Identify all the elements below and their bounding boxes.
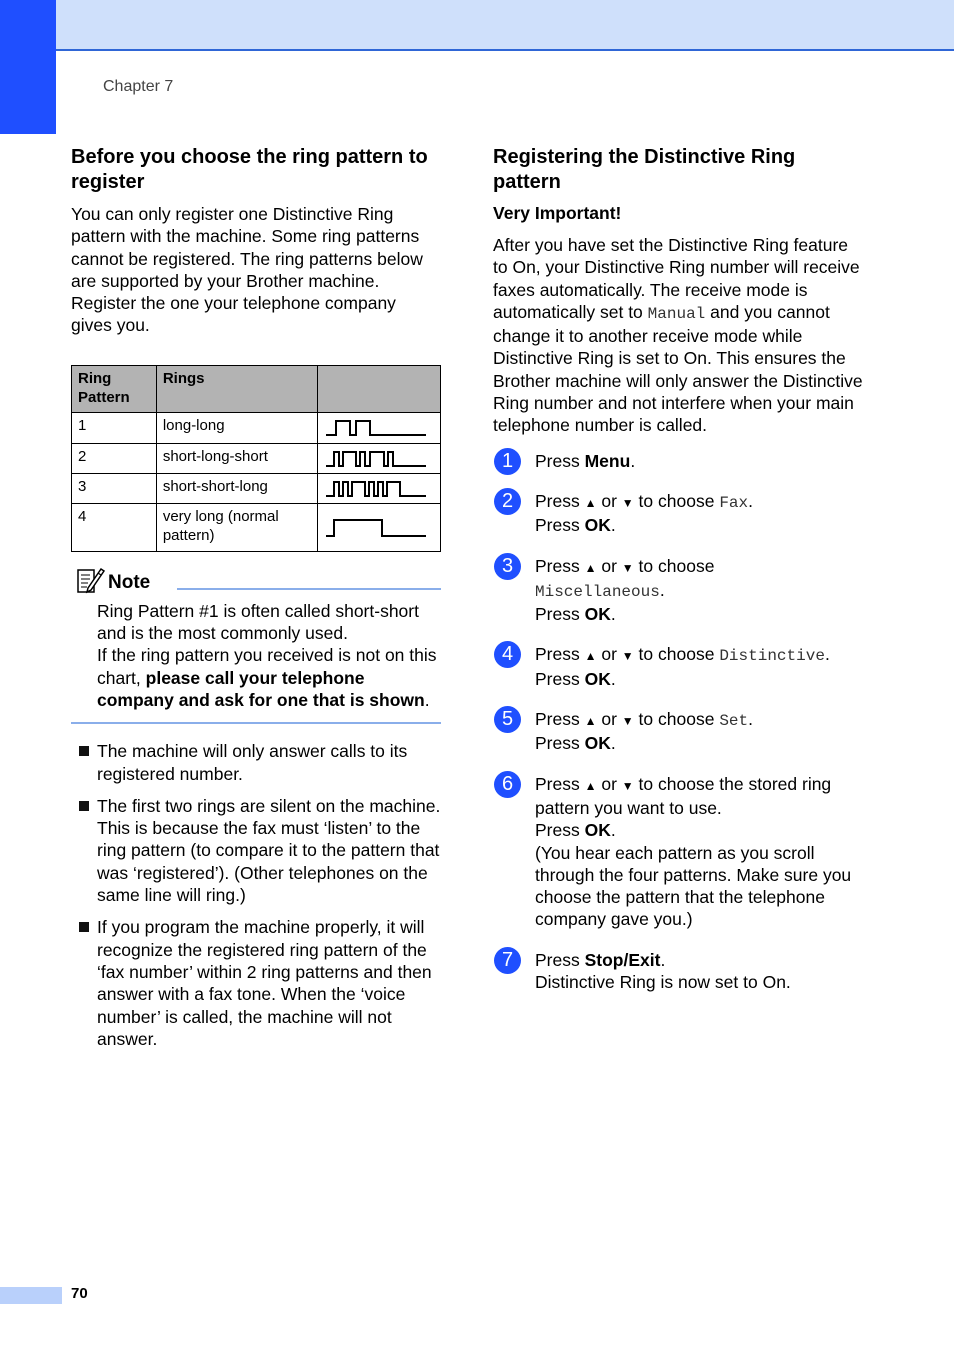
step-text: Press [535, 773, 585, 794]
step-text: . [748, 490, 753, 511]
step-number-badge: 2 [494, 488, 521, 515]
step-text: Press [535, 604, 585, 625]
step-text: Press [535, 733, 585, 754]
key-label: OK [584, 820, 611, 841]
pattern-number: 4 [72, 503, 157, 551]
step-text: . [610, 820, 616, 841]
step-text: or [596, 490, 622, 511]
step-text: Press [535, 709, 585, 730]
bullet-square-icon [79, 746, 89, 756]
step-detail: (You hear each pattern as you scroll through the four patterns. Make sure you choose the pattern that the telephone company gave you.) [535, 842, 852, 930]
menu-option: Set [719, 712, 749, 731]
note-text: . [424, 689, 430, 710]
note-line-2 [97, 644, 441, 711]
ring-signal-short-short-long [324, 478, 428, 498]
table-row [72, 443, 441, 473]
note-text: If the ring pattern you received is not on this chart, [97, 645, 437, 688]
note-bottom-rule [71, 722, 441, 724]
step-text: Press [535, 450, 585, 471]
step-text: Press [535, 555, 585, 576]
ring-signal-cell [318, 443, 441, 473]
list-item-text: If you program the machine properly, it will recognize the registered ring pattern of the ‘fax number’ within 2 ring patterns and then answer with a fax tone. When the ‘voice number’ is called, the machine will not answer. [97, 917, 432, 1049]
menu-option: Distinctive [719, 647, 825, 666]
step-text: . [610, 604, 616, 625]
step-number-badge: 3 [494, 553, 521, 580]
step-number-badge: 4 [494, 641, 521, 668]
important-label: Very Important! [493, 203, 622, 223]
step-text: Press [535, 949, 585, 970]
step-text: . [610, 733, 616, 754]
step-item [493, 450, 863, 472]
step-text: or [596, 555, 622, 576]
list-item-text: The machine will only answer calls to its registered number. [97, 741, 408, 784]
ring-signal-cell [318, 412, 441, 443]
down-arrow-icon: ▼ [621, 778, 634, 793]
step-item [493, 773, 863, 931]
step-item [493, 708, 863, 755]
step-detail: Distinctive Ring is now set to On. [535, 972, 791, 993]
note-header [71, 566, 441, 598]
up-arrow-icon: ▲ [584, 560, 597, 575]
list-item [71, 916, 441, 1050]
bullet-square-icon [79, 801, 89, 811]
table-row [72, 473, 441, 503]
key-label: OK [584, 604, 611, 625]
step-text: to choose [633, 709, 720, 730]
bullet-square-icon [79, 922, 89, 932]
step-text: . [610, 668, 616, 689]
step-item [493, 949, 863, 994]
up-arrow-icon: ▲ [584, 714, 597, 729]
step-item [493, 643, 863, 690]
paragraph-text: After you have set the Distinctive Ring feature to On, your Distinctive Ring number will receive faxes automatically. The receive mode is automatically set to [493, 235, 860, 322]
list-item-text: The first two rings are silent on the machine. This is because the fax must ‘listen’ to the ring pattern (to compare it to the pattern that was ‘registered’). (Other telephones on the same line will ring.) [97, 795, 441, 906]
table-header-row [72, 365, 441, 412]
pattern-number: 3 [72, 473, 157, 503]
step-text: Press [535, 668, 585, 689]
pattern-number: 1 [72, 412, 157, 443]
step-text: . [824, 644, 830, 665]
step-number-badge: 1 [494, 448, 521, 475]
footer-band [0, 1287, 62, 1304]
rings-description: short-short-long [156, 473, 317, 503]
down-arrow-icon: ▼ [621, 649, 634, 664]
menu-option: Miscellaneous [535, 582, 660, 601]
right-column [493, 145, 863, 1011]
important-paragraph [493, 234, 863, 437]
step-number-badge: 5 [494, 706, 521, 733]
rings-description: very long (normal pattern) [156, 503, 317, 551]
menu-option: Fax [719, 493, 749, 512]
down-arrow-icon: ▼ [621, 714, 634, 729]
left-heading: Before you choose the ring pattern to register [71, 146, 428, 193]
down-arrow-icon: ▼ [621, 560, 634, 575]
key-label: OK [584, 515, 611, 536]
step-text: or [596, 709, 622, 730]
key-label: Menu [584, 450, 631, 471]
step-text: Press [535, 644, 585, 665]
ring-pattern-table [71, 365, 441, 552]
paragraph-text: and you cannot change it to another receive mode while Distinctive Ring is set to On. This ensures the Brother machine will only answer the Distinctive Ring number and not interfere when your main telephone number is called. [493, 301, 863, 436]
ring-signal-very-long [324, 516, 428, 538]
page-number: 70 [71, 1285, 88, 1302]
table-row [72, 412, 441, 443]
mode-value: Manual [647, 304, 706, 323]
step-item [493, 490, 863, 537]
step-text: to choose the stored ring pattern you want to use. [535, 773, 832, 818]
step-text: . [659, 579, 665, 600]
up-arrow-icon: ▲ [584, 778, 597, 793]
step-text: . [610, 515, 616, 536]
column-header: Rings [156, 365, 317, 412]
key-label: Stop/Exit [584, 949, 661, 970]
step-text: Press [535, 515, 585, 536]
step-text: to choose [633, 555, 715, 576]
chapter-label: Chapter 7 [103, 78, 174, 95]
down-arrow-icon: ▼ [621, 495, 634, 510]
up-arrow-icon: ▲ [584, 649, 597, 664]
left-intro: You can only register one Distinctive Ring pattern with the machine. Some ring patterns cannot be registered. The ring patterns below are supported by your Brother machine. Register the one your telephone company gives you. [71, 204, 423, 336]
pattern-number: 2 [72, 443, 157, 473]
key-label: OK [584, 668, 611, 689]
step-text: or [596, 644, 622, 665]
ring-signal-short-long-short [324, 448, 428, 468]
chapter-tab [0, 0, 56, 134]
bullet-list [71, 740, 441, 1050]
ring-signal-cell [318, 473, 441, 503]
table-row [72, 503, 441, 551]
step-text: to choose [633, 644, 720, 665]
up-arrow-icon: ▲ [584, 495, 597, 510]
step-text: Press [535, 490, 585, 511]
rings-description: long-long [156, 412, 317, 443]
step-text: . [660, 949, 666, 970]
list-item [71, 740, 441, 785]
note-emphasis: please call your telephone company and ask for one that is shown [97, 667, 425, 710]
step-text: or [596, 773, 622, 794]
steps-list [493, 450, 863, 994]
list-item [71, 795, 441, 906]
note-box [71, 566, 441, 724]
step-number-badge: 7 [494, 947, 521, 974]
column-header [318, 365, 441, 412]
step-item [493, 555, 863, 626]
ring-signal-cell [318, 503, 441, 551]
step-number-badge: 6 [494, 771, 521, 798]
right-heading: Registering the Distinctive Ring pattern [493, 146, 796, 193]
step-text: Press [535, 820, 585, 841]
step-text: . [630, 450, 636, 471]
step-text: . [748, 709, 753, 730]
note-body [71, 600, 441, 711]
rings-description: short-long-short [156, 443, 317, 473]
column-header: Ring Pattern [72, 365, 157, 412]
note-title: Note [108, 571, 151, 593]
step-text: to choose [633, 490, 720, 511]
note-line-1: Ring Pattern #1 is often called short-short and is the most commonly used. [97, 600, 419, 644]
ring-signal-long-long [324, 417, 428, 437]
note-pencil-icon [74, 566, 106, 596]
note-divider [177, 588, 441, 590]
key-label: OK [584, 733, 611, 754]
left-column [71, 145, 441, 1060]
header-band [0, 0, 954, 51]
